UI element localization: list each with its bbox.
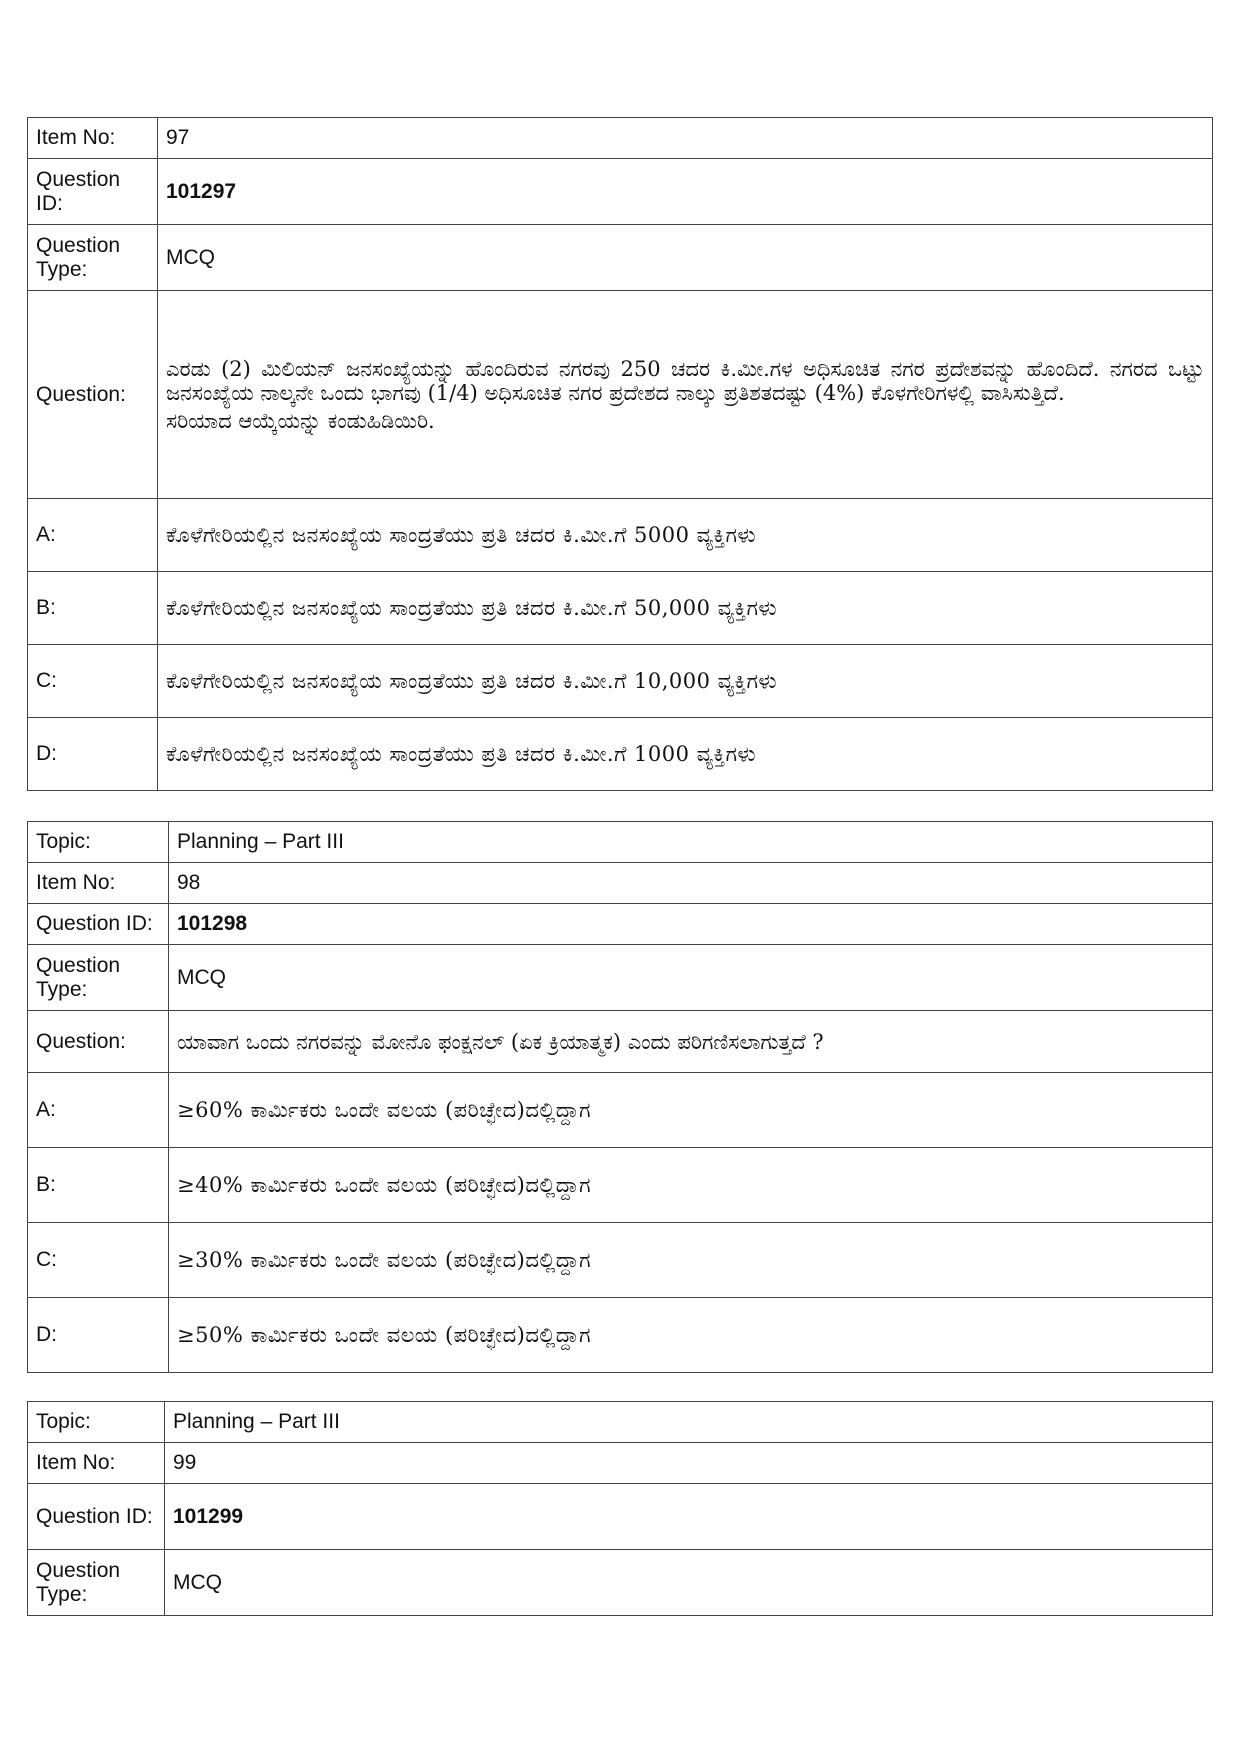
question-type-label: Question Type: (28, 945, 169, 1011)
option-a-text: ≥60% ಕಾರ್ಮಿಕರು ಒಂದೇ ವಲಯ (ಪರಿಚ್ಛೇದ)ದಲ್ಲಿದ್ದಾಗ (169, 1073, 1213, 1148)
row-question-id (28, 1484, 1213, 1550)
question-type-value: MCQ (158, 225, 1213, 291)
question-type-value: MCQ (165, 1550, 1213, 1616)
option-a-label: A: (28, 499, 158, 572)
option-b-text: ≥40% ಕಾರ್ಮಿಕರು ಒಂದೇ ವಲಯ (ಪರಿಚ್ಛೇದ)ದಲ್ಲಿದ್ದಾಗ (169, 1148, 1213, 1223)
question-id-value: 101297 (158, 159, 1213, 225)
question-table-97 (27, 117, 1213, 791)
row-question (28, 1011, 1213, 1073)
item-no-label: Item No: (28, 863, 169, 904)
question-table-99 (27, 1401, 1213, 1616)
row-question-type (28, 1550, 1213, 1616)
option-b-text: ಕೊಳೆಗೇರಿಯಲ್ಲಿನ ಜನಸಂಖ್ಯೆಯ ಸಾಂದ್ರತೆಯು ಪ್ರತಿ ಚದರ ಕಿ.ಮೀ.ಗೆ 50,000 ವ್ಯಕ್ತಿಗಳು (158, 572, 1213, 645)
item-no-value: 99 (165, 1443, 1213, 1484)
row-item-no (28, 1443, 1213, 1484)
row-option-a (28, 499, 1213, 572)
question-type-value: MCQ (169, 945, 1213, 1011)
question-text: ಯಾವಾಗ ಒಂದು ನಗರವನ್ನು ಮೋನೊ ಫಂಕ್ಷನಲ್ (ಏಕ ಕ್ರಿಯಾತ್ಮಕ) ಎಂದು ಪರಿಗಣಿಸಲಾಗುತ್ತದೆ ? (169, 1011, 1213, 1073)
row-option-d (28, 718, 1213, 791)
row-question-type (28, 225, 1213, 291)
option-a-text: ಕೊಳೆಗೇರಿಯಲ್ಲಿನ ಜನಸಂಖ್ಯೆಯ ಸಾಂದ್ರತೆಯು ಪ್ರತಿ ಚದರ ಕಿ.ಮೀ.ಗೆ 5000 ವ್ಯಕ್ತಿಗಳು (158, 499, 1213, 572)
row-question-id (28, 904, 1213, 945)
row-option-c (28, 645, 1213, 718)
item-no-label: Item No: (28, 118, 158, 159)
question-id-value: 101298 (169, 904, 1213, 945)
option-c-label: C: (28, 1223, 169, 1298)
question-table-98 (27, 821, 1213, 1373)
option-d-text: ಕೊಳೆಗೇರಿಯಲ್ಲಿನ ಜನಸಂಖ್ಯೆಯ ಸಾಂದ್ರತೆಯು ಪ್ರತಿ ಚದರ ಕಿ.ಮೀ.ಗೆ 1000 ವ್ಯಕ್ತಿಗಳು (158, 718, 1213, 791)
row-option-b (28, 1148, 1213, 1223)
row-question-id (28, 159, 1213, 225)
question-id-label: Question ID: (28, 904, 169, 945)
option-c-text: ಕೊಳೆಗೇರಿಯಲ್ಲಿನ ಜನಸಂಖ್ಯೆಯ ಸಾಂದ್ರತೆಯು ಪ್ರತಿ ಚದರ ಕಿ.ಮೀ.ಗೆ 10,000 ವ್ಯಕ್ತಿಗಳು (158, 645, 1213, 718)
question-id-value: 101299 (165, 1484, 1213, 1550)
topic-value: Planning – Part III (165, 1402, 1213, 1443)
option-c-text: ≥30% ಕಾರ್ಮಿಕರು ಒಂದೇ ವಲಯ (ಪರಿಚ್ಛೇದ)ದಲ್ಲಿದ್ದಾಗ (169, 1223, 1213, 1298)
option-d-text: ≥50% ಕಾರ್ಮಿಕರು ಒಂದೇ ವಲಯ (ಪರಿಚ್ಛೇದ)ದಲ್ಲಿದ್ದಾಗ (169, 1298, 1213, 1373)
item-no-value: 97 (158, 118, 1213, 159)
row-item-no (28, 863, 1213, 904)
row-option-c (28, 1223, 1213, 1298)
topic-label: Topic: (28, 822, 169, 863)
question-type-label: Question Type: (28, 1550, 165, 1616)
item-no-label: Item No: (28, 1443, 165, 1484)
row-question (28, 291, 1213, 499)
item-no-value: 98 (169, 863, 1213, 904)
row-option-a (28, 1073, 1213, 1148)
topic-label: Topic: (28, 1402, 165, 1443)
question-id-label: Question ID: (28, 1484, 165, 1550)
row-item-no (28, 118, 1213, 159)
question-text (158, 291, 1213, 499)
topic-value: Planning – Part III (169, 822, 1213, 863)
question-id-label: Question ID: (28, 159, 158, 225)
option-d-label: D: (28, 1298, 169, 1373)
option-b-label: B: (28, 1148, 169, 1223)
question-paragraph-1: ಎರಡು (2) ಮಿಲಿಯನ್ ಜನಸಂಖ್ಯೆಯನ್ನು ಹೊಂದಿರುವ ನಗರವು 250 ಚದರ ಕಿ.ಮೀ.ಗಳ ಅಧಿಸೂಚಿತ ನಗರ ಪ್ರದೇಶವನ್ನು ಹೊಂದಿದೆ. ನಗರದ ಒಟ್ಟು ಜನಸಂಖ್ಯೆಯ ನಾಲ್ಕನೇ ಒಂದು ಭಾಗವು (1/4) ಅಧಿಸೂಚಿತ ನಗರ ಪ್ರದೇಶದ ನಾಲ್ಕು ಪ್ರತಿಶತದಷ್ಟು (4%) ಕೊಳಗೇರಿಗಳಲ್ಲಿ ವಾಸಿಸುತ್ತಿದೆ. (166, 356, 1204, 405)
question-type-label: Question Type: (28, 225, 158, 291)
question-label: Question: (28, 1011, 169, 1073)
row-option-b (28, 572, 1213, 645)
option-b-label: B: (28, 572, 158, 645)
option-a-label: A: (28, 1073, 169, 1148)
row-option-d (28, 1298, 1213, 1373)
row-question-type (28, 945, 1213, 1011)
row-topic (28, 1402, 1213, 1443)
row-topic (28, 822, 1213, 863)
option-c-label: C: (28, 645, 158, 718)
question-label: Question: (28, 291, 158, 499)
question-paragraph-2: ಸರಿಯಾದ ಆಯ್ಕೆಯನ್ನು ಕಂಡುಹಿಡಿಯಿರಿ. (166, 408, 435, 433)
option-d-label: D: (28, 718, 158, 791)
